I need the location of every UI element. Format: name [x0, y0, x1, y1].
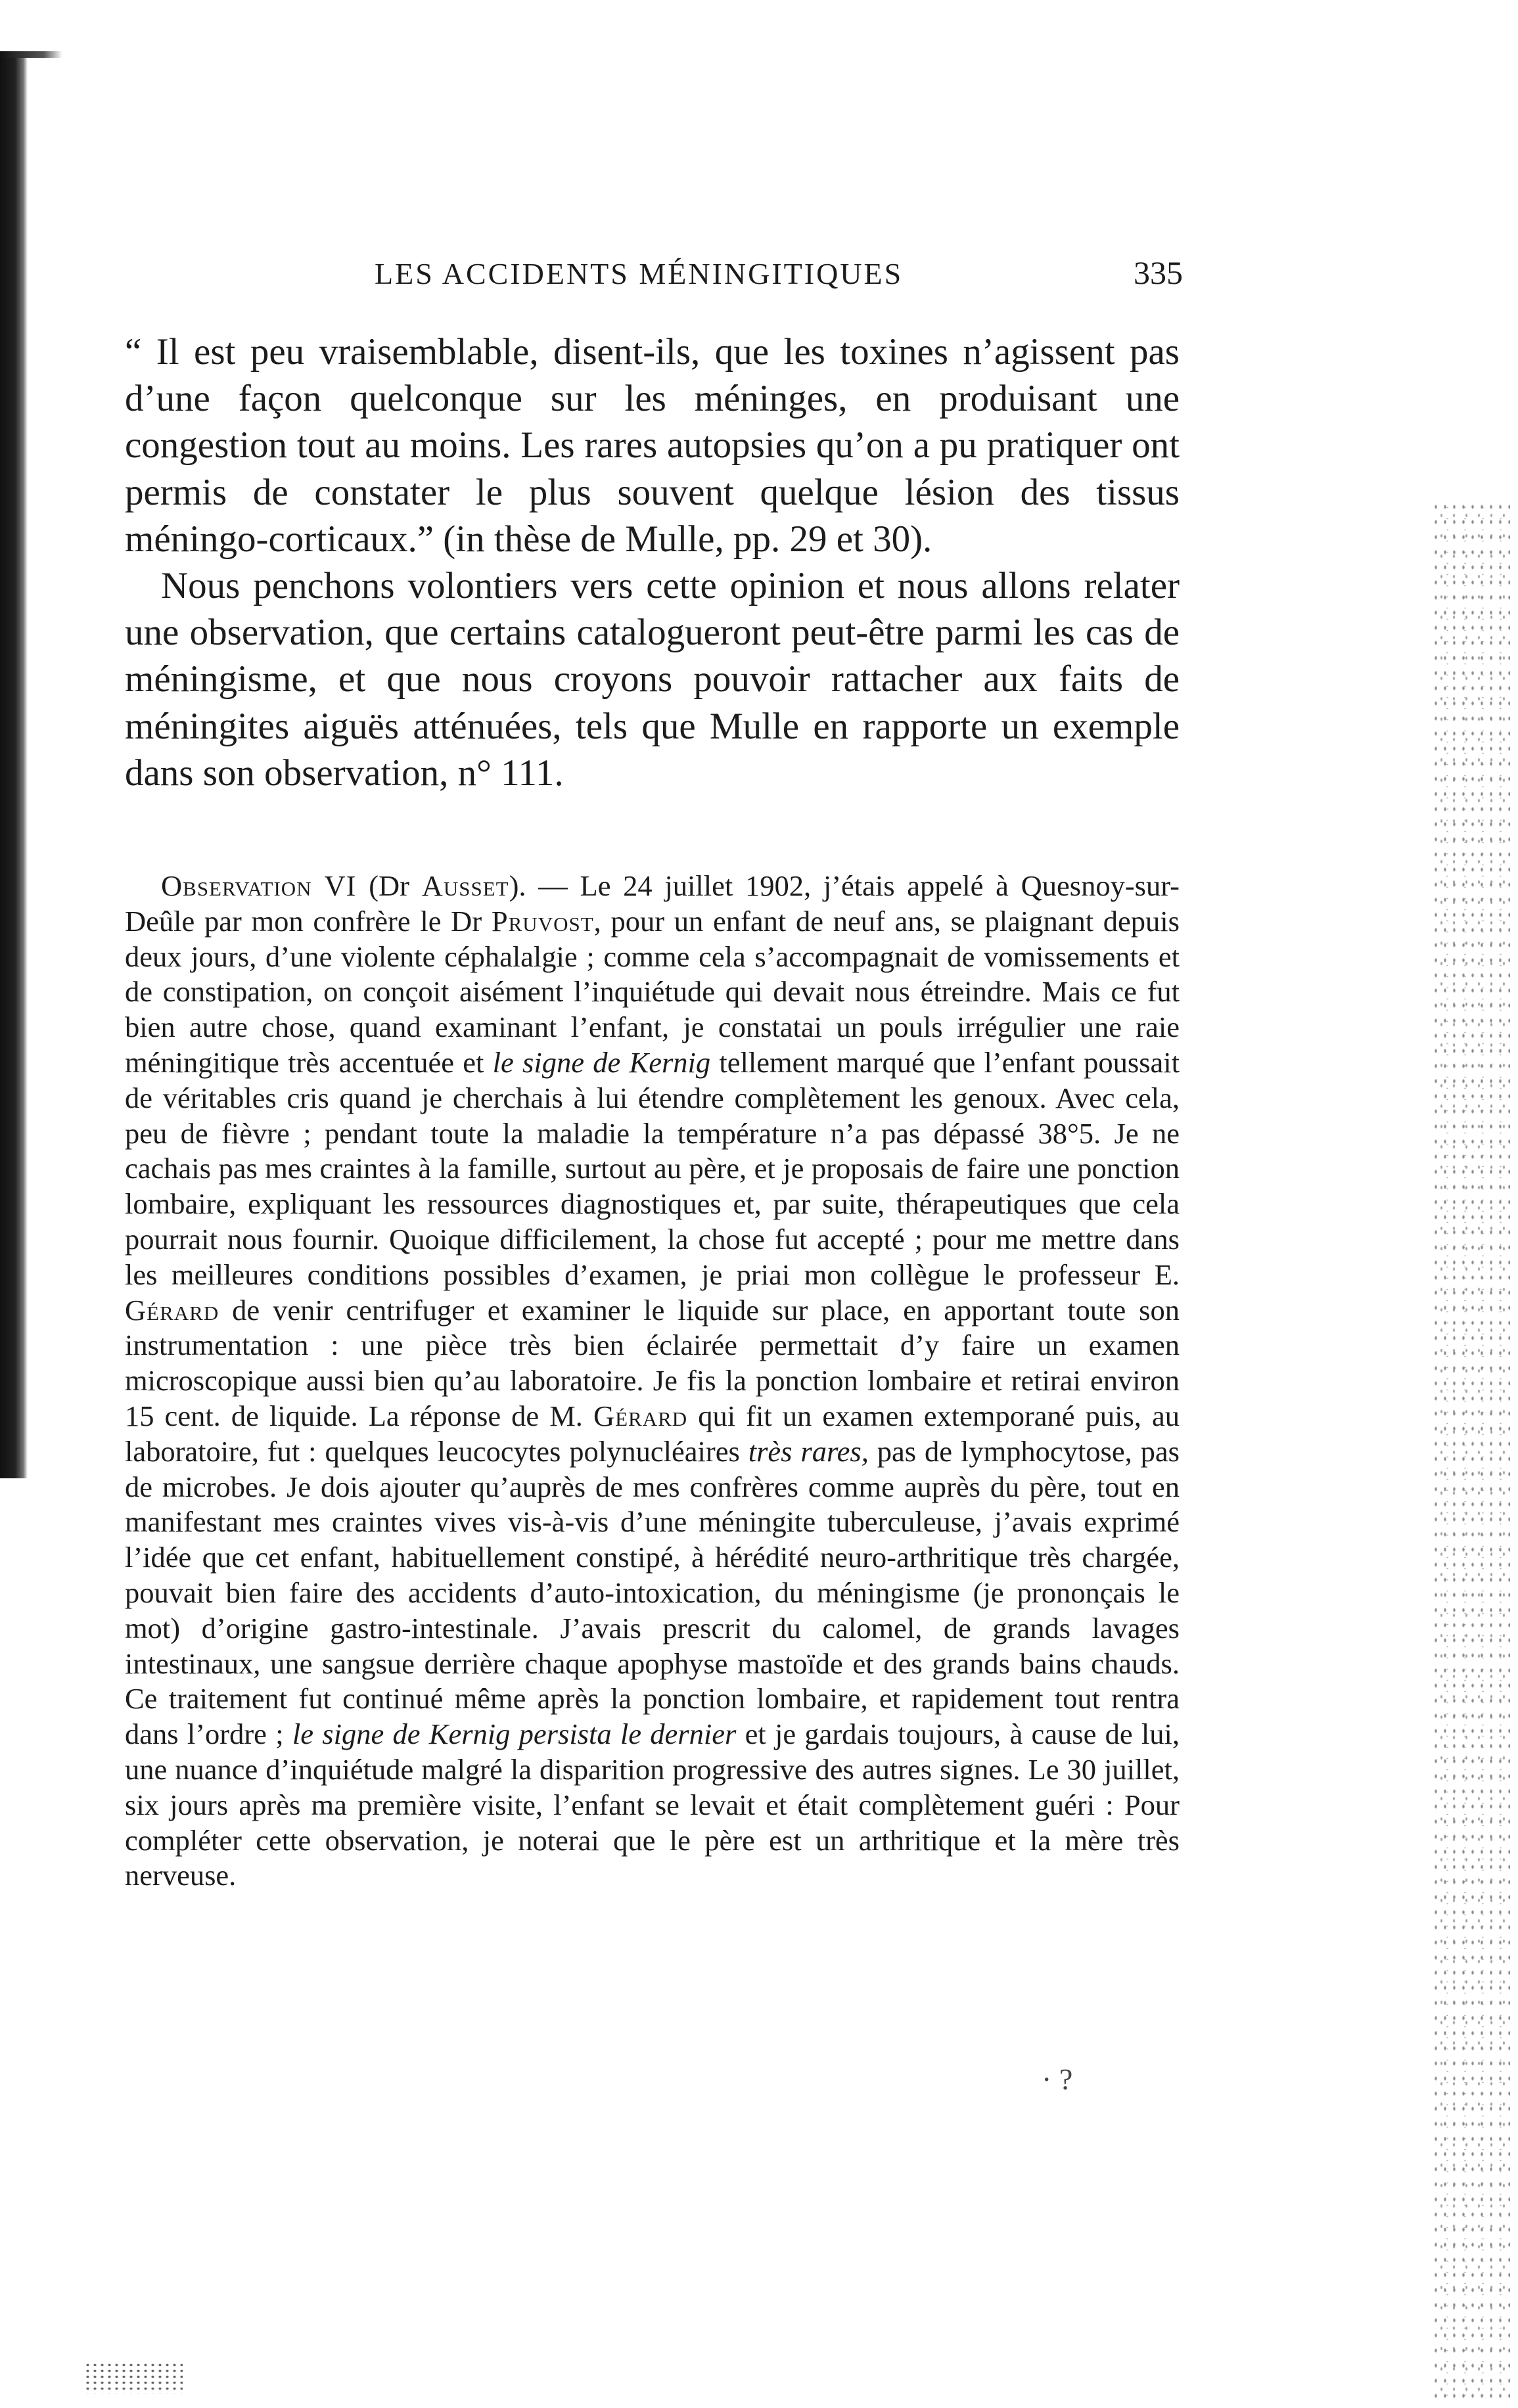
body-paragraph: Nous penchons volontiers vers cette opinion et nous allons relater une observation, que certains catalogueront peut-être parmi les cas de méningisme, et que nous croyons pouvoir rattacher aux faits de méningites aiguës atténuées, tels que Mulle en rapporte un exemple dans son observation, n° 111. — [125, 565, 1180, 794]
scan-speckle-margin — [1431, 499, 1510, 2398]
observation-label: Observation VI — [161, 869, 357, 902]
observation-paragraph — [125, 869, 1180, 1894]
stray-mark: · ? — [1042, 2062, 1073, 2096]
scan-binding-shadow — [0, 53, 28, 1478]
scan-binding-corner — [0, 51, 62, 58]
observation-block — [125, 869, 1180, 1894]
quotation-paragraph: “ Il est peu vraisemblable, disent-ils, que les toxines n’agissent pas d’une façon quelconque sur les méninges, en produisant une congestion tout au moins. Les rares autopsies qu’on a pu pratiquer ont permis de constater le plus souvent quelque lésion des tissus méningo-corticaux.” (in thèse de Mulle, pp. 29 et 30). — [125, 331, 1180, 560]
scan-speckle-footer — [84, 2362, 183, 2394]
observation-text-2: tellement marqué que l’enfant poussait de véritables cris quand je cherchais à lui étendre complètement les genoux. Avec cela, peu de fièvre ; pendant toute la maladie la température n’a pas dépassé 38°5. Je ne cachais pas mes craintes à la famille, surtout au père, et je proposais de faire une ponction lombaire, expliquant les ressources diagnostiques et, par suite, thérapeutiques que cela pourrait nous fournir. Quoique difficilement, la chose fut accepté ; pour me mettre dans les meilleures conditions possibles d’examen, je priai mon collègue le professeur E. — [125, 1045, 1180, 1291]
name-gerard-second: Gérard — [593, 1399, 688, 1432]
emphasis-very-rare: très rares, — [748, 1434, 869, 1468]
page-number: 335 — [1134, 254, 1183, 291]
observation-author-open: (Dr — [356, 869, 422, 902]
observation-text-intro: ). — Le 24 juillet 1902, j’étais appelé à Quesnoy-sur-Deûle par mon confrère le Dr — [125, 869, 1180, 938]
observation-text-6: et je gardais toujours, à cause de lui, une nuance d’inquiétude malgré la disparition progressive des autres signes. Le 30 juillet, six jours après ma première visite, l’enfant se levait et était complètement guéri : Pour compléter cette observation, je noterai que le père est un arthritique et la mère très nerveuse. — [125, 1717, 1180, 1892]
observation-author: Ausset — [421, 869, 509, 902]
colleague-name: Pruvost — [491, 904, 594, 938]
main-text — [125, 329, 1180, 796]
emphasis-kernig-persisted: le signe de Kernig persista le dernier — [292, 1717, 737, 1751]
page-header — [375, 256, 1183, 302]
observation-text-4: qui fit un examen extemporané puis, au laboratoire, fut : quelques leucocytes polynucléaires — [125, 1399, 1180, 1468]
observation-text-1: , pour un enfant de neuf ans, se plaignant depuis deux jours, d’une violente céphalalgie ; comme cela s’accompagnait de vomissements et de constipation, on conçoit aisément l’inquiétude qui devait nous étreindre. Mais ce fut bien autre chose, quand examinant l’enfant, je constatai un pouls irrégulier une raie méningitique très accentuée et — [125, 904, 1180, 1079]
observation-text-5: pas de lymphocytose, pas de microbes. Je dois ajouter qu’auprès de mes confrères comme auprès du père, tout en manifestant mes craintes vives vis-à-vis d’une méningite tuberculeuse, j’avais exprimé l’idée que cet enfant, habituellement constipé, à hérédité neuro-arthritique très chargée, pouvait bien faire des accidents d’auto-intoxication, du méningisme (je prononçais le mot) d’origine gastro-intestinale. J’avais prescrit du calomel, de grands lavages intestinaux, une sangsue derrière chaque apophyse mastoïde et des grands bains chauds. Ce traitement fut continué même après la ponction lombaire, et rapidement tout rentra dans l’ordre ; — [125, 1434, 1180, 1751]
observation-text-3: de venir centrifuger et examiner le liquide sur place, en apportant toute son instrumentation : une pièce très bien éclairée permettait d’y faire un examen microscopique aussi bien qu’au laboratoire. Je fis la ponction lombaire et retirai environ 15 cent. de liquide. La réponse de M. — [125, 1293, 1180, 1432]
emphasis-kernig-sign: le signe de Kernig — [492, 1045, 711, 1079]
running-head: LES ACCIDENTS MÉNINGITIQUES — [375, 257, 904, 290]
name-gerard: Gérard — [125, 1293, 219, 1327]
